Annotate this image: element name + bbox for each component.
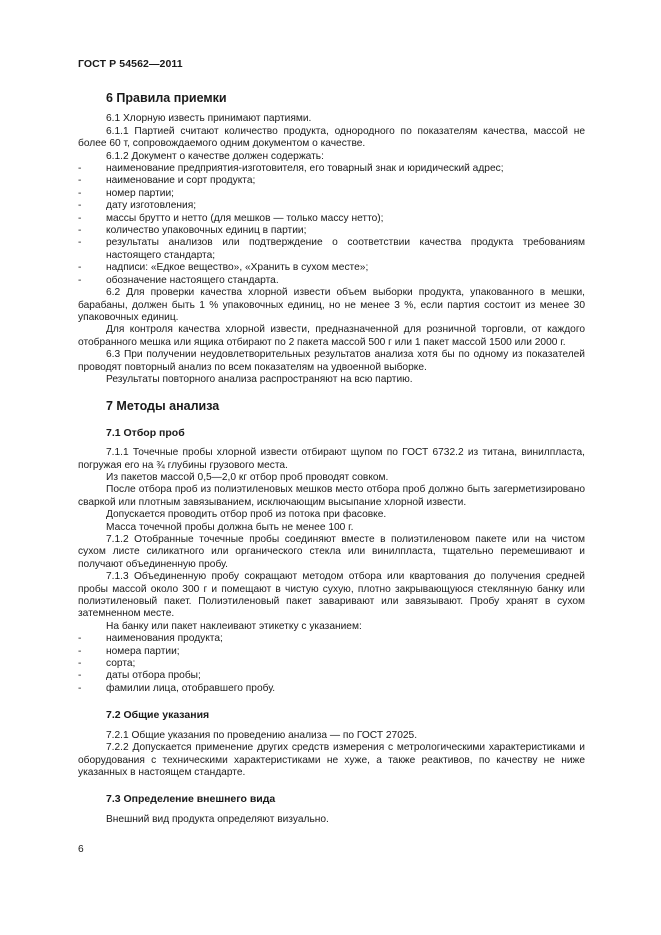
list-item: - обозначение настоящего стандарта. xyxy=(78,274,279,286)
paragraph: 7.1.1 Точечные пробы хлорной извести отбирают щупом по ГОСТ 6732.2 из титана, винилпласта, погружая его на ¾ глубины грузового места. xyxy=(78,447,585,471)
list-item: - наименования продукта; xyxy=(78,633,223,645)
subsection-7-3-title: 7.3 Определение внешнего вида xyxy=(106,793,276,806)
paragraph: Для контроля качества хлорной извести, предназначенной для розничной торговли, от каждого отобранного мешка или ящика отбирают по 2 пакета массой 500 г или 1 пакет массой 1500 или 2000 г. xyxy=(78,324,585,348)
paragraph: Внешний вид продукта определяют визуально. xyxy=(106,813,329,825)
list-item: - дату изготовления; xyxy=(78,200,197,212)
paragraph: На банку или пакет наклеивают этикетку с указанием: xyxy=(106,620,362,632)
paragraph: Из пакетов массой 0,5—2,0 кг отбор проб проводят совком. xyxy=(106,471,389,483)
subsection-7-1-title: 7.1 Отбор проб xyxy=(106,426,185,439)
list-item: - результаты анализов или подтверждение о соответствии качества продукта требованиям настоящего стандарта; xyxy=(78,237,585,261)
list-item: - наименование предприятия-изготовителя, его товарный знак и юридический адрес; xyxy=(78,163,504,175)
paragraph: 7.2.2 Допускается применение других средств измерения с метрологическими характеристиками и оборудования с техническими характеристиками не хуже, а также реактивов, по качеству не ниже указанных в настоящем стандарте. xyxy=(78,742,585,778)
list-item: - надписи: «Едкое вещество», «Хранить в сухом месте»; xyxy=(78,262,369,274)
section-7-title: 7 Методы анализа xyxy=(106,399,220,414)
paragraph: 6.1 Хлорную известь принимают партиями. xyxy=(106,113,312,125)
list-item: - сорта; xyxy=(78,658,136,670)
list-item: - номера партии; xyxy=(78,645,180,657)
list-item: - фамилии лица, отобравшего пробу. xyxy=(78,682,276,694)
paragraph: 6.3 При получении неудовлетворительных результатов анализа хотя бы по одному из показателей проводят повторный анализ по всем показателям на удвоенной выборке. xyxy=(78,349,585,373)
paragraph: 6.1.2 Документ о качестве должен содержать: xyxy=(106,150,324,162)
list-item: - наименование и сорт продукта; xyxy=(78,175,256,187)
page-number: 6 xyxy=(78,844,84,855)
paragraph: 7.1.3 Объединенную пробу сокращают методом отбора или квартования до получения средней пробы массой около 300 г и помещают в чистую сухую, плотно закрывающуюся стеклянную банку или полиэтиленовый пакет. Полиэтиленовый пакет заваривают или завязывают. Пробу хранят в сухом затемненном месте. xyxy=(78,571,585,620)
paragraph: Допускается проводить отбор проб из потока при фасовке. xyxy=(106,509,387,521)
list-item: - массы брутто и нетто (для мешков — только массу нетто); xyxy=(78,212,384,224)
list-item: - количество упаковочных единиц в партии; xyxy=(78,225,307,237)
paragraph: 6.2 Для проверки качества хлорной извести объем выборки продукта, упакованного в мешки, барабаны, должен быть 1 % упаковочных единиц, но не менее 3 %, если партия состоит из менее 30 упаковочных единиц. xyxy=(78,287,585,323)
paragraph: 7.2.1 Общие указания по проведению анализа — по ГОСТ 27025. xyxy=(106,729,418,741)
document-body xyxy=(78,92,585,826)
document-code: ГОСТ Р 54562—2011 xyxy=(78,58,183,70)
paragraph: 7.1.2 Отобранные точечные пробы соединяют вместе в полиэтиленовом пакете или на чистом сухом листе силикатного или органического стекла или винилпласта, тщательно перемешивают и получают объединенную пробу. xyxy=(78,534,585,570)
list-item: - даты отбора пробы; xyxy=(78,670,201,682)
list-item: - номер партии; xyxy=(78,187,174,199)
subsection-7-2-title: 7.2 Общие указания xyxy=(106,709,210,722)
paragraph: Масса точечной пробы должна быть не менее 100 г. xyxy=(106,521,354,533)
paragraph: Результаты повторного анализа распространяют на всю партию. xyxy=(106,373,413,385)
paragraph: После отбора проб из полиэтиленовых мешков место отбора проб должно быть загерметизировано сваркой или плотным завязыванием, исключающим высыпание хлорной извести. xyxy=(78,484,585,508)
paragraph: 6.1.1 Партией считают количество продукта, однородного по показателям качества, массой не более 60 т, сопровождаемого одним документом о качестве. xyxy=(78,125,585,150)
section-6-title: 6 Правила приемки xyxy=(106,91,227,105)
